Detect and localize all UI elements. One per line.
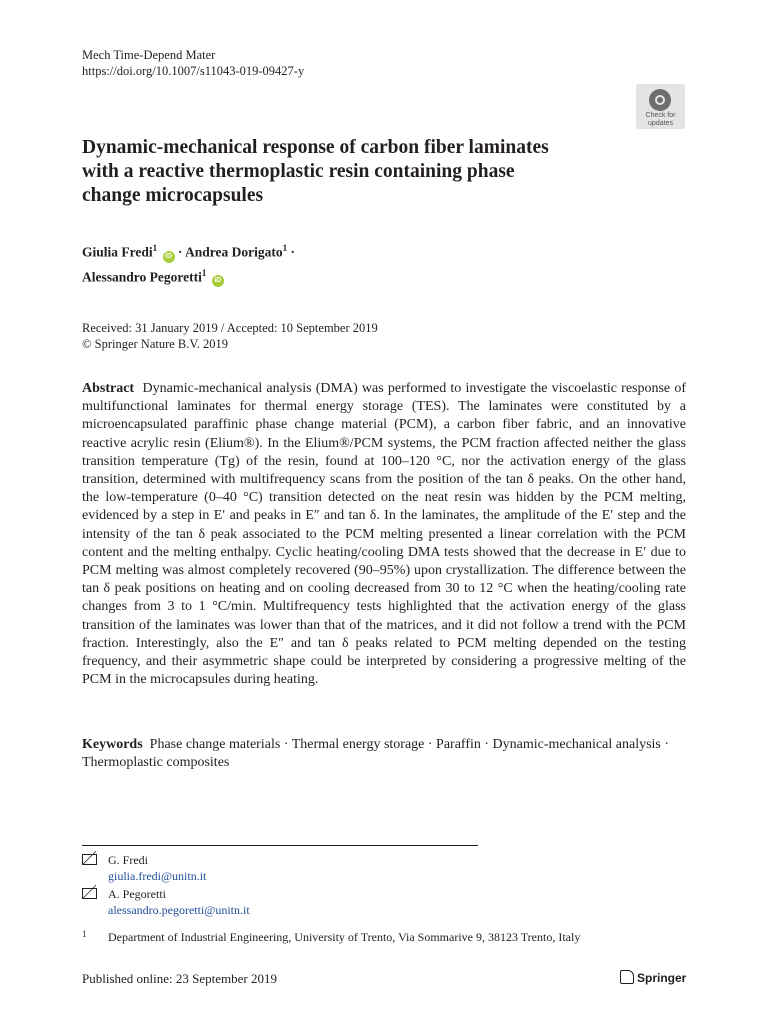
check-for-updates-label: Check for updates <box>645 112 676 127</box>
contact-name: G. Fredi <box>108 853 148 867</box>
publisher-name: Springer <box>637 971 687 985</box>
envelope-icon <box>82 854 97 865</box>
journal-header <box>82 47 304 79</box>
abstract-heading: Abstract <box>82 381 135 396</box>
author-separator: · <box>177 244 183 260</box>
published-date: Published online: 23 September 2019 <box>82 971 277 986</box>
affiliation-marker: 1 <box>282 243 288 253</box>
check-for-updates-icon <box>649 89 671 111</box>
check-for-updates-badge[interactable] <box>636 84 685 129</box>
author-name[interactable]: Alessandro Pegoretti <box>82 269 202 284</box>
author-separator: · <box>290 244 296 260</box>
affiliation-text: Department of Industrial Engineering, University of Trento, Via Sommarive 9, 38123 Trento, Italy <box>108 930 581 944</box>
contact-name: A. Pegoretti <box>108 887 166 901</box>
copyright: © Springer Nature B.V. 2019 <box>82 337 229 351</box>
author-name[interactable]: Giulia Fredi <box>82 244 153 260</box>
abstract <box>82 380 686 689</box>
orcid-icon[interactable]: iD <box>163 251 175 263</box>
journal-name: Mech Time-Depend Mater <box>82 48 216 62</box>
affiliation-number: 1 <box>82 929 87 939</box>
contact-email[interactable]: giulia.fredi@unitn.it <box>108 869 207 883</box>
doi-link[interactable]: https://doi.org/10.1007/s11043-019-09427-y <box>82 64 305 78</box>
affiliation-marker: 1 <box>152 243 158 253</box>
keywords-text: Phase change materials · Thermal energy storage · Paraffin · Dynamic-mechanical analysis · Thermoplastic composites <box>82 737 670 771</box>
springer-logo <box>620 970 686 986</box>
affiliation-marker: 1 <box>201 267 207 278</box>
orcid-icon[interactable]: iD <box>212 275 224 287</box>
author-list <box>82 238 642 287</box>
received-accepted: Received: 31 January 2019 / Accepted: 10 September 2019 <box>82 321 378 335</box>
article-dates <box>82 320 378 352</box>
keywords <box>82 736 686 772</box>
springer-horse-icon <box>620 970 634 984</box>
keywords-heading: Keywords <box>82 737 143 752</box>
contact-email[interactable]: alessandro.pegoretti@unitn.it <box>108 903 250 917</box>
author-name[interactable]: Andrea Dorigato <box>185 244 283 260</box>
abstract-text: Dynamic-mechanical analysis (DMA) was performed to investigate the viscoelastic response of multifunctional laminates for thermal energy storage (TES). The laminates were constituted by a microencapsulated paraffinic phase change material (PCM), a carbon fiber fabric, and an innovative reactive acrylic resin (Elium®). In the Elium®/PCM systems, the PCM fraction affected neither the glass transition temperature (Tg) of the resin, found at 100–120 °C, nor the activation energy of the glass transition, determined with multifrequency scans from the position of the tan δ peaks. On the other hand, the low-temperature (0–40 °C) transition detected on the neat resin was hidden by the PCM melting, evidenced by a step in E′ and peaks in E″ and tan δ. In the laminates, the amplitude of the E′ step and the intensity of the tan δ peak associated to the PCM melting presented a linear correlation with the PCM content and the melting enthalpy. Cyclic heating/cooling DMA tests showed that the decrease in E′ due to PCM melting was almost completely recovered (90–95%) upon crystallization. The difference between the tan δ peak positions on heating and on cooling decreased from 30 to 12 °C when the heating/cooling rate changes from 3 to 1 °C/min. Multifrequency tests highlighted that the activation energy of the glass transition of the laminates was lower than that of the matrices, and it did not follow a trend with the PCM fraction. Interestingly, also the E″ and tan δ peaks related to PCM melting depended on the testing frequency, and their asymmetric shape could be interpreted by considering a progressive melting of the PCM in the microcapsules during heating. <box>82 381 686 688</box>
footnote-divider <box>82 845 478 846</box>
envelope-icon <box>82 888 97 899</box>
article-title: Dynamic-mechanical response of carbon fiber laminates with a reactive thermoplastic resin containing phase change microcapsules <box>82 137 549 206</box>
